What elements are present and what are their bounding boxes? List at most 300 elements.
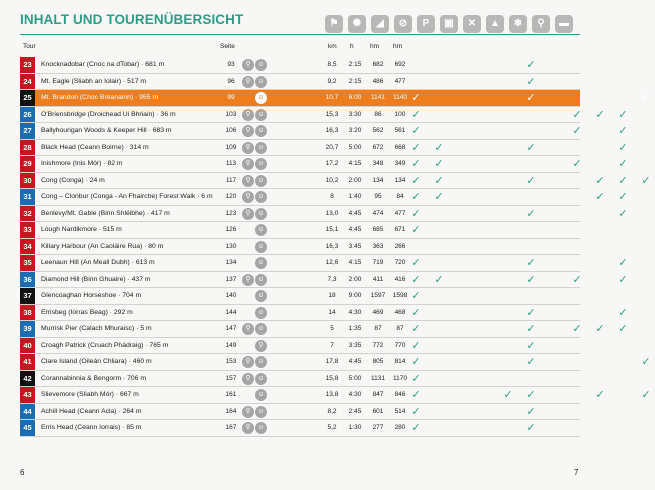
tour-name: Killary Harbour (An Caoláire Rua) · 80 m [41, 242, 164, 250]
tour-name: Mt. Eagle (Sliabh an Iolair) · 517 m [41, 77, 147, 85]
tour-hours: 4:15 [348, 160, 362, 167]
table-row[interactable] [20, 206, 628, 223]
tour-page: 96 [227, 77, 235, 85]
tour-ascent: 411 [372, 275, 384, 283]
check-icon: ✓ [526, 422, 536, 434]
check-icon: ✓ [641, 174, 651, 187]
tour-page: 147 [225, 325, 237, 332]
check-icon: ✓ [572, 273, 582, 286]
tour-number: 23 [20, 57, 35, 73]
check-icon: ✓ [595, 174, 605, 187]
check-icon: ✓ [526, 323, 536, 335]
tour-number: 39 [20, 321, 35, 337]
check-icon: ✓ [434, 141, 444, 154]
tour-number: 29 [20, 156, 35, 172]
tour-page: 99 [227, 94, 235, 101]
check-icon: ✓ [595, 191, 605, 203]
tour-page: 137 [225, 275, 237, 283]
tour-ascent: 719 [372, 259, 384, 266]
tour-hours: 2:00 [348, 176, 362, 184]
mountain-hut-icon: ▲ [486, 15, 504, 33]
tour-ascent: 469 [372, 308, 384, 316]
tour-name: Leenaun Hill (An Meall Dubh) · 613 m [41, 259, 155, 266]
tour-descent: 692 [394, 61, 406, 68]
bear-icon: ʊ [255, 175, 267, 187]
table-row[interactable] [20, 338, 580, 355]
tour-number: 24 [20, 74, 35, 90]
bear-icon: ʊ [255, 125, 267, 137]
trail-icon: ⚲ [242, 406, 254, 418]
check-icon: ✓ [618, 174, 628, 187]
check-icon: ✓ [618, 257, 628, 269]
check-icon: ✓ [434, 273, 444, 286]
tour-hours: 2:45 [348, 407, 362, 415]
check-icon: ✓ [526, 75, 536, 88]
check-icon: ✓ [411, 224, 421, 236]
bear-icon: ʊ [255, 109, 267, 121]
check-icon: ✓ [618, 141, 628, 154]
tour-descent: 134 [394, 176, 406, 184]
bear-icon: ʊ [255, 92, 267, 104]
tour-ascent: 805 [372, 358, 384, 365]
tour-page: 126 [225, 226, 237, 233]
table-row[interactable] [20, 156, 628, 173]
tour-name: Achill Head (Ceann Acla) · 264 m [41, 407, 142, 415]
table-row[interactable] [20, 387, 651, 404]
tour-ascent: 348 [372, 160, 384, 167]
tour-hours: 1:30 [348, 424, 362, 431]
tour-name: Inishmore (Inis Mór) · 82 m [41, 160, 123, 167]
tour-ascent: 772 [372, 341, 384, 349]
check-icon: ✓ [411, 108, 421, 121]
tour-hours: 2:15 [348, 61, 362, 68]
no-access-icon: ⊘ [394, 15, 412, 33]
tour-number: 31 [20, 189, 35, 205]
tour-name: Cong (Conga) · 24 m [41, 176, 105, 184]
tour-number: 36 [20, 272, 35, 288]
bear-icon: ʊ [255, 76, 267, 88]
check-icon: ✓ [641, 389, 651, 401]
table-row[interactable] [20, 288, 580, 305]
tour-descent: 1170 [393, 374, 407, 382]
tour-descent: 814 [394, 358, 406, 365]
bear-icon: ʊ [255, 224, 267, 236]
bear-icon: ʊ [255, 59, 267, 71]
table-row[interactable] [20, 354, 651, 371]
tour-km: 9,2 [327, 77, 337, 85]
tour-km: 15,8 [325, 374, 339, 382]
tour-page: 161 [225, 391, 237, 398]
tour-name: Corannabinnia & Bengorm · 706 m [41, 374, 147, 382]
col-header-tour: Tour [23, 43, 36, 50]
trail-icon: ⚲ [242, 274, 254, 286]
tour-hours: 5:00 [348, 374, 362, 382]
check-icon: ✓ [411, 273, 421, 286]
trail-icon: ⚲ [242, 109, 254, 121]
tour-hours: 4:45 [348, 226, 362, 233]
bear-icon: ʊ [255, 257, 267, 269]
tour-km: 16,3 [325, 127, 339, 134]
winter-icon: ❄ [509, 15, 527, 33]
bear-icon: ʊ [255, 290, 267, 302]
check-icon: ✓ [618, 125, 628, 137]
check-icon: ✓ [503, 389, 513, 401]
tour-km: 15,1 [325, 226, 339, 233]
page-number-left: 6 [20, 468, 25, 477]
tour-descent: 1598 [392, 292, 408, 299]
table-row[interactable] [20, 305, 628, 322]
tour-hours: 2:00 [348, 275, 362, 283]
check-icon: ✓ [411, 389, 421, 401]
tour-hours: 3:35 [348, 341, 362, 349]
signpost-icon: ⚑ [325, 15, 343, 33]
bear-icon: ʊ [255, 158, 267, 170]
tour-km: 8 [330, 193, 334, 200]
tour-name: O'Briensbridge (Droichead Ui Bhriain) · 36 m [41, 110, 176, 118]
tour-km: 7,3 [327, 275, 337, 283]
col-header-hours: h [350, 43, 354, 50]
check-icon: ✓ [595, 389, 605, 401]
tour-ascent: 847 [372, 391, 384, 398]
tour-name: Diamond Hill (Binn Ghuaire) · 437 m [41, 275, 151, 283]
check-icon: ✓ [618, 158, 628, 170]
tour-descent: 349 [394, 160, 406, 167]
table-row[interactable] [20, 371, 580, 388]
tour-ascent: 87 [374, 325, 382, 332]
check-icon: ✓ [595, 108, 605, 121]
tour-descent: 671 [394, 226, 406, 233]
bear-icon: ʊ [255, 373, 267, 385]
check-icon: ✓ [411, 141, 421, 154]
tour-ascent: 474 [372, 209, 384, 217]
tour-page: 167 [225, 424, 237, 431]
table-row[interactable] [20, 90, 651, 107]
check-icon: ✓ [411, 207, 421, 220]
col-header-ascent: hm [370, 43, 380, 50]
tour-km: 15,3 [325, 110, 339, 118]
parking-icon: P [417, 15, 435, 33]
tour-descent: 100 [394, 110, 406, 118]
tour-page: 164 [225, 407, 237, 415]
tour-number: 26 [20, 107, 35, 123]
tour-ascent: 562 [372, 127, 384, 134]
check-icon: ✓ [411, 372, 421, 385]
table-row[interactable] [20, 404, 580, 421]
bear-icon: ʊ [255, 356, 267, 368]
tour-page: 106 [225, 127, 237, 134]
tour-ascent: 601 [372, 407, 384, 415]
tour-page: 103 [225, 110, 237, 118]
table-row[interactable] [20, 107, 628, 124]
tour-name: Errisbeg (Iorras Beag) · 292 m [41, 308, 133, 316]
check-icon: ✓ [526, 174, 536, 187]
tour-descent: 668 [394, 143, 406, 151]
tour-ascent: 672 [372, 143, 384, 151]
table-row[interactable] [20, 272, 628, 289]
tour-number: 28 [20, 140, 35, 156]
check-icon: ✓ [595, 323, 605, 335]
tour-descent: 266 [394, 242, 406, 250]
tour-number: 35 [20, 255, 35, 271]
tour-km: 12,6 [325, 259, 339, 266]
legend-icon-bar [0, 15, 600, 35]
tour-km: 7 [330, 341, 334, 349]
tour-page: 149 [225, 341, 237, 349]
check-icon: ✓ [411, 158, 421, 170]
tour-name: Mt. Brandon (Cnoc Bréanainn) · 955 m [41, 94, 159, 101]
check-icon: ✓ [526, 257, 536, 269]
tour-km: 5 [330, 325, 334, 332]
tour-name: Knocknadobar (Cnoc na dTobar) · 681 m [41, 61, 165, 68]
check-icon: ✓ [411, 405, 421, 418]
tour-km: 17,8 [325, 358, 339, 365]
tour-km: 8,5 [327, 61, 337, 68]
check-icon: ✓ [618, 191, 628, 203]
col-header-page: Seite [220, 43, 235, 50]
tour-hours: 4:30 [348, 391, 362, 398]
trail-icon: ⚲ [242, 323, 254, 335]
tour-km: 20,7 [325, 143, 339, 151]
trail-icon: ⚲ [242, 422, 254, 434]
tour-page: 157 [225, 374, 237, 382]
tour-page: 153 [225, 358, 237, 365]
tour-number: 44 [20, 404, 35, 420]
tour-km: 14 [328, 308, 336, 316]
tour-descent: 280 [394, 424, 406, 431]
tour-km: 10,2 [325, 176, 339, 184]
trail-icon: ⚲ [242, 59, 254, 71]
bus-icon: ▣ [440, 15, 458, 33]
tour-number: 34 [20, 239, 35, 255]
tour-page: 130 [225, 242, 237, 250]
check-icon: ✓ [411, 257, 421, 269]
bear-icon: ʊ [255, 323, 267, 335]
tour-hours: 3:30 [348, 110, 362, 118]
tour-ascent: 486 [372, 77, 384, 85]
tour-hours: 9:00 [348, 292, 362, 299]
check-icon: ✓ [411, 356, 421, 368]
tour-name: Ballyhourigan Woods & Keeper Hill · 683 m [41, 127, 172, 134]
check-icon: ✓ [411, 191, 421, 203]
tour-ascent: 685 [372, 226, 384, 233]
tour-ascent: 277 [372, 424, 384, 431]
tour-descent: 477 [394, 77, 406, 85]
restaurant-icon: ✕ [463, 15, 481, 33]
tour-name: Clare Island (Oileán Chliara) · 460 m [41, 358, 152, 365]
check-icon: ✓ [411, 174, 421, 187]
tour-descent: 720 [394, 259, 406, 266]
trail-icon: ⚲ [242, 175, 254, 187]
tour-ascent: 1597 [370, 292, 386, 299]
tour-descent: 416 [394, 275, 406, 283]
tour-descent: 1140 [393, 94, 407, 101]
trail-icon: ⚲ [242, 208, 254, 220]
check-icon: ✓ [434, 174, 444, 187]
trail-icon: ⚲ [242, 158, 254, 170]
tour-name: Glencoaghan Horseshoe · 704 m [41, 292, 142, 299]
check-icon: ✓ [526, 306, 536, 319]
trail-icon: ⚲ [242, 125, 254, 137]
bear-icon: ʊ [255, 389, 267, 401]
tour-page: 123 [225, 209, 237, 217]
bear-icon: ʊ [255, 241, 267, 253]
tour-hours: 4:15 [348, 259, 362, 266]
tour-name: Slievemore (Sliabh Mór) · 667 m [41, 391, 139, 398]
tour-number: 38 [20, 305, 35, 321]
tour-km: 16,3 [325, 242, 339, 250]
check-icon: ✓ [526, 207, 536, 220]
tour-ascent: 682 [372, 61, 384, 68]
tour-name: Cong – Clonbur (Conga - An Fhairche) Forest Walk · 6 m [41, 193, 213, 200]
table-row[interactable] [20, 57, 580, 74]
table-row[interactable] [20, 321, 628, 338]
tour-hours: 2:15 [348, 77, 362, 85]
check-icon: ✓ [618, 207, 628, 220]
tour-km: 10,7 [325, 94, 339, 101]
tour-page: 120 [225, 193, 237, 200]
table-row[interactable] [20, 173, 651, 190]
trail-icon: ⚲ [255, 340, 267, 352]
car-icon: ▬ [555, 15, 573, 33]
page-number-right: 7 [574, 468, 579, 477]
check-icon: ✓ [618, 306, 628, 319]
table-row[interactable] [20, 255, 628, 272]
tour-name: Lough Nardikmore · 515 m [41, 226, 122, 233]
tour-page: 144 [225, 308, 237, 316]
check-icon: ✓ [618, 108, 628, 121]
trail-icon: ⚲ [242, 191, 254, 203]
tour-page: 134 [225, 259, 237, 266]
check-icon: ✓ [526, 141, 536, 154]
table-row[interactable] [20, 140, 628, 157]
tour-number: 43 [20, 387, 35, 403]
tour-name: Erris Head (Ceann Iorrais) · 85 m [41, 424, 142, 431]
tour-number: 33 [20, 222, 35, 238]
check-icon: ✓ [572, 108, 582, 121]
bear-icon: ʊ [255, 142, 267, 154]
tour-number: 37 [20, 288, 35, 304]
tour-km: 17,2 [325, 160, 339, 167]
tour-km: 8,2 [327, 407, 337, 415]
table-row[interactable] [20, 420, 580, 437]
check-icon: ✓ [526, 356, 536, 368]
check-icon: ✓ [572, 323, 582, 335]
tour-ascent: 95 [374, 193, 382, 200]
check-icon: ✓ [526, 339, 536, 352]
check-icon: ✓ [411, 339, 421, 352]
tour-page: 117 [225, 176, 237, 184]
check-icon: ✓ [618, 273, 628, 286]
tour-ascent: 86 [374, 110, 382, 118]
tour-km: 13,8 [325, 391, 339, 398]
check-icon: ✓ [526, 92, 536, 104]
hiking-icon: ✺ [348, 15, 366, 33]
trail-icon: ⚲ [242, 76, 254, 88]
tour-number: 45 [20, 420, 35, 436]
tour-descent: 84 [396, 193, 404, 200]
trail-icon: ⚲ [242, 142, 254, 154]
tour-hours: 3:45 [348, 242, 362, 250]
tour-hours: 1:35 [348, 325, 362, 332]
check-icon: ✓ [434, 158, 444, 170]
bear-icon: ʊ [255, 274, 267, 286]
slope-icon: ◢ [371, 15, 389, 33]
tour-km: 13,0 [325, 209, 339, 217]
tour-number: 40 [20, 338, 35, 354]
tour-number: 42 [20, 371, 35, 387]
check-icon: ✓ [526, 273, 536, 286]
page-title: INHALT UND TOURENÜBERSICHT [20, 12, 244, 27]
col-header-km: km [328, 43, 337, 50]
table-row[interactable] [20, 189, 628, 206]
bear-icon: ʊ [255, 208, 267, 220]
tour-hours: 4:45 [348, 358, 362, 365]
check-icon: ✓ [411, 92, 421, 104]
check-icon: ✓ [641, 92, 651, 104]
check-icon: ✓ [526, 59, 536, 71]
tour-descent: 477 [394, 209, 406, 217]
check-icon: ✓ [411, 290, 421, 302]
tour-name: Black Head (Ceann Boirne) · 314 m [41, 143, 149, 151]
tour-hours: 4:45 [348, 209, 362, 217]
tour-ascent: 1141 [371, 94, 385, 101]
tour-page: 113 [225, 160, 237, 167]
bear-icon: ʊ [255, 406, 267, 418]
check-icon: ✓ [411, 125, 421, 137]
tour-name: Croagh Patrick (Cruach Phádraig) · 765 m [41, 341, 169, 349]
tour-km: 5,2 [327, 424, 337, 431]
check-icon: ✓ [572, 158, 582, 170]
tour-hours: 6:00 [348, 94, 362, 101]
check-icon: ✓ [411, 323, 421, 335]
check-icon: ✓ [526, 389, 536, 401]
table-row[interactable] [20, 123, 628, 140]
tour-hours: 5:00 [348, 143, 362, 151]
tour-descent: 770 [394, 341, 406, 349]
tour-km: 18 [328, 292, 336, 299]
check-icon: ✓ [641, 356, 651, 368]
table-row[interactable] [20, 74, 580, 91]
check-icon: ✓ [434, 191, 444, 203]
tour-descent: 87 [396, 325, 404, 332]
tour-hours: 1:40 [348, 193, 362, 200]
tour-page: 140 [225, 292, 237, 299]
tour-ascent: 363 [372, 242, 384, 250]
col-header-descent: hm [393, 43, 403, 50]
tour-hours: 3:20 [348, 127, 362, 134]
table-row[interactable] [20, 239, 580, 256]
tour-descent: 468 [394, 308, 406, 316]
tour-descent: 514 [394, 407, 406, 415]
tour-page: 109 [225, 143, 237, 151]
trail-icon: ⚲ [242, 356, 254, 368]
check-icon: ✓ [618, 323, 628, 335]
tour-number: 25 [20, 90, 35, 106]
table-row[interactable] [20, 222, 580, 239]
tour-number: 27 [20, 123, 35, 139]
tour-number: 41 [20, 354, 35, 370]
tour-ascent: 134 [372, 176, 384, 184]
check-icon: ✓ [526, 405, 536, 418]
tour-ascent: 1131 [371, 374, 385, 382]
check-icon: ✓ [411, 422, 421, 434]
bear-icon: ʊ [255, 307, 267, 319]
tour-descent: 561 [394, 127, 406, 134]
trail-icon: ⚲ [242, 373, 254, 385]
tour-table [20, 57, 651, 437]
tour-hours: 4:30 [348, 308, 362, 316]
tour-page: 93 [227, 61, 235, 68]
